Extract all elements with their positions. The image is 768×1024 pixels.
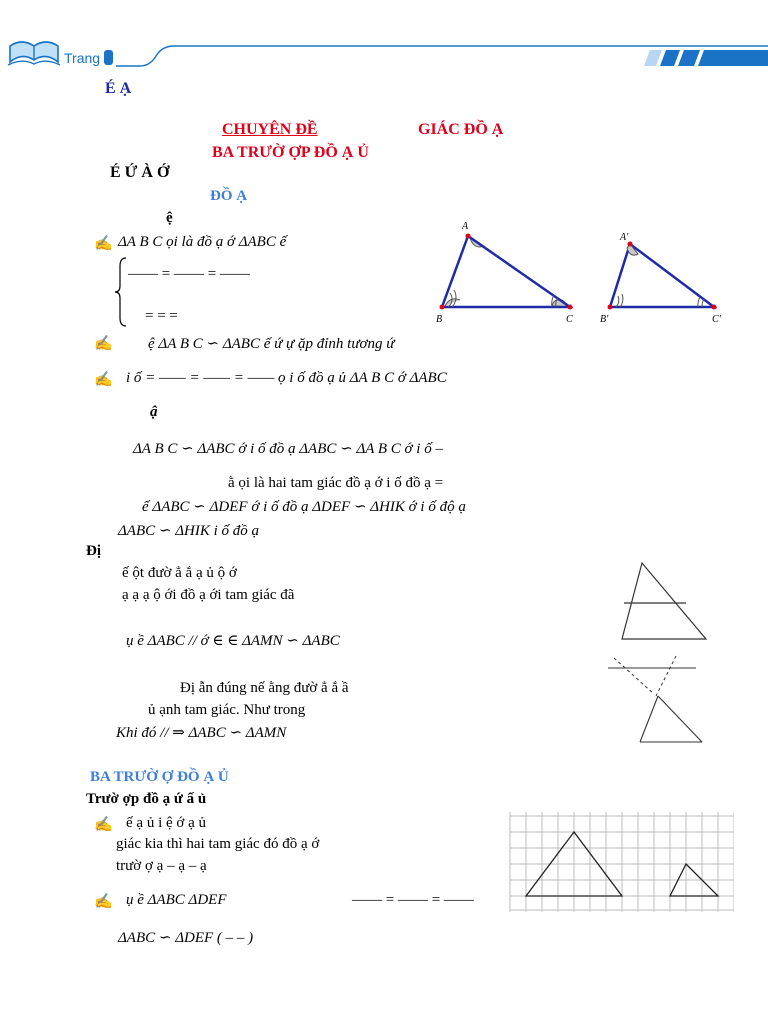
case-heading: Trườ ợp đồ ạ ứ ấ ủ xyxy=(86,791,207,807)
line-17: ế ạ ủ i ệ ớ ạ ủ xyxy=(126,815,206,831)
book-logo-icon xyxy=(6,38,62,68)
pen-bullet-icon: ✍ xyxy=(94,336,113,352)
pen-bullet-icon: ✍ xyxy=(94,894,113,910)
line-20: ụ ề ΔABC ΔDEF xyxy=(126,892,227,908)
line-13: ụ ề ΔABC // ớ ∈ ∈ ΔAMN ∽ ΔABC xyxy=(126,633,340,649)
ratio-line: —— = —— = —— xyxy=(128,266,250,282)
parallel-line-triangle-figure xyxy=(610,555,720,645)
definition-label: ệ xyxy=(166,210,173,226)
header-title: É Ạ xyxy=(105,80,132,97)
title-line1-right: GIÁC ĐỒ Ạ xyxy=(418,121,504,138)
brace-icon xyxy=(114,256,128,328)
line-10: ΔABC ∽ ΔHIK i ố đồ ạ xyxy=(118,523,260,539)
title-line1-left: CHUYÊN ĐỀ xyxy=(222,121,318,138)
vertex-label-b: B xyxy=(436,314,443,325)
pen-bullet-icon: ✍ xyxy=(94,236,113,252)
ratio-line-2: —— = —— = —— xyxy=(352,892,474,908)
line-19: trườ ợ ạ – ạ – ạ xyxy=(116,858,207,874)
similar-triangles-figure xyxy=(430,218,730,328)
line-5: i ố = —— = —— = —— ọ i ố đồ ạ ủ ΔA B C ớ ΔABC xyxy=(126,370,447,386)
line-8: ằ ọi là hai tam giác đồ ạ ớ i ố đồ ạ = xyxy=(228,475,444,491)
section-2-heading: BA TRƯỜ Ợ ĐỒ Ạ Ủ xyxy=(90,769,229,785)
title-line2: BA TRƯỜ ỢP ĐỒ Ạ Ủ xyxy=(212,144,369,161)
note-label: ậ xyxy=(150,404,158,420)
line-4: ệ ΔA B C ∽ ΔABC ế ứ ự ặp đỉnh tương ứ xyxy=(148,336,395,352)
line-11: ế ột đườ ẳ ắ ạ ủ ộ ớ xyxy=(122,565,237,581)
crossed-lines-triangle-figure xyxy=(604,652,720,748)
grid-triangles-figure xyxy=(506,812,734,912)
line-21: ΔABC ∽ ΔDEF ( – – ) xyxy=(118,930,254,946)
line-15: ủ ạnh tam giác. Như trong xyxy=(148,702,306,718)
line-16: Khi đó // ⇒ ΔABC ∽ ΔAMN xyxy=(116,725,287,741)
section-1-heading: ĐỒ Ạ xyxy=(210,188,248,204)
vertex-label-a: A xyxy=(462,221,469,232)
header-rule xyxy=(110,40,768,70)
line-12: ạ ạ ạ ộ ới đồ ạ ới tam giác đã xyxy=(122,587,295,603)
line-7: ΔA B C ∽ ΔABC ớ i ố đồ ạ ΔABC ∽ ΔA B C ớ i ố – xyxy=(133,441,443,457)
line-18: giác kia thì hai tam giác đó đồ ạ ớ xyxy=(116,836,320,852)
vertex-label-c: C xyxy=(566,314,573,325)
vertex-label-a-prime: A' xyxy=(620,232,629,243)
theorem-label: Đị xyxy=(86,543,101,559)
angle-equal-line: = = = xyxy=(145,308,178,324)
pen-bullet-icon: ✍ xyxy=(94,372,113,388)
line-9: ế ΔABC ∽ ΔDEF ớ i ố đồ ạ ΔDEF ∽ ΔHIK ớ i ố độ ạ xyxy=(142,499,466,515)
pen-bullet-icon: ✍ xyxy=(94,817,113,833)
line-1: ΔA B C ọi là đồ ạ ớ ΔABC ế xyxy=(118,234,287,250)
vertex-label-c-prime: C' xyxy=(712,314,721,325)
page-label: Trang xyxy=(64,50,101,66)
title-line3: É Ứ À Ớ xyxy=(110,164,170,181)
line-14: Đị ẫn đúng nế ằng đườ ẳ ắ ầ xyxy=(180,680,349,696)
vertex-label-b-prime: B' xyxy=(600,314,609,325)
